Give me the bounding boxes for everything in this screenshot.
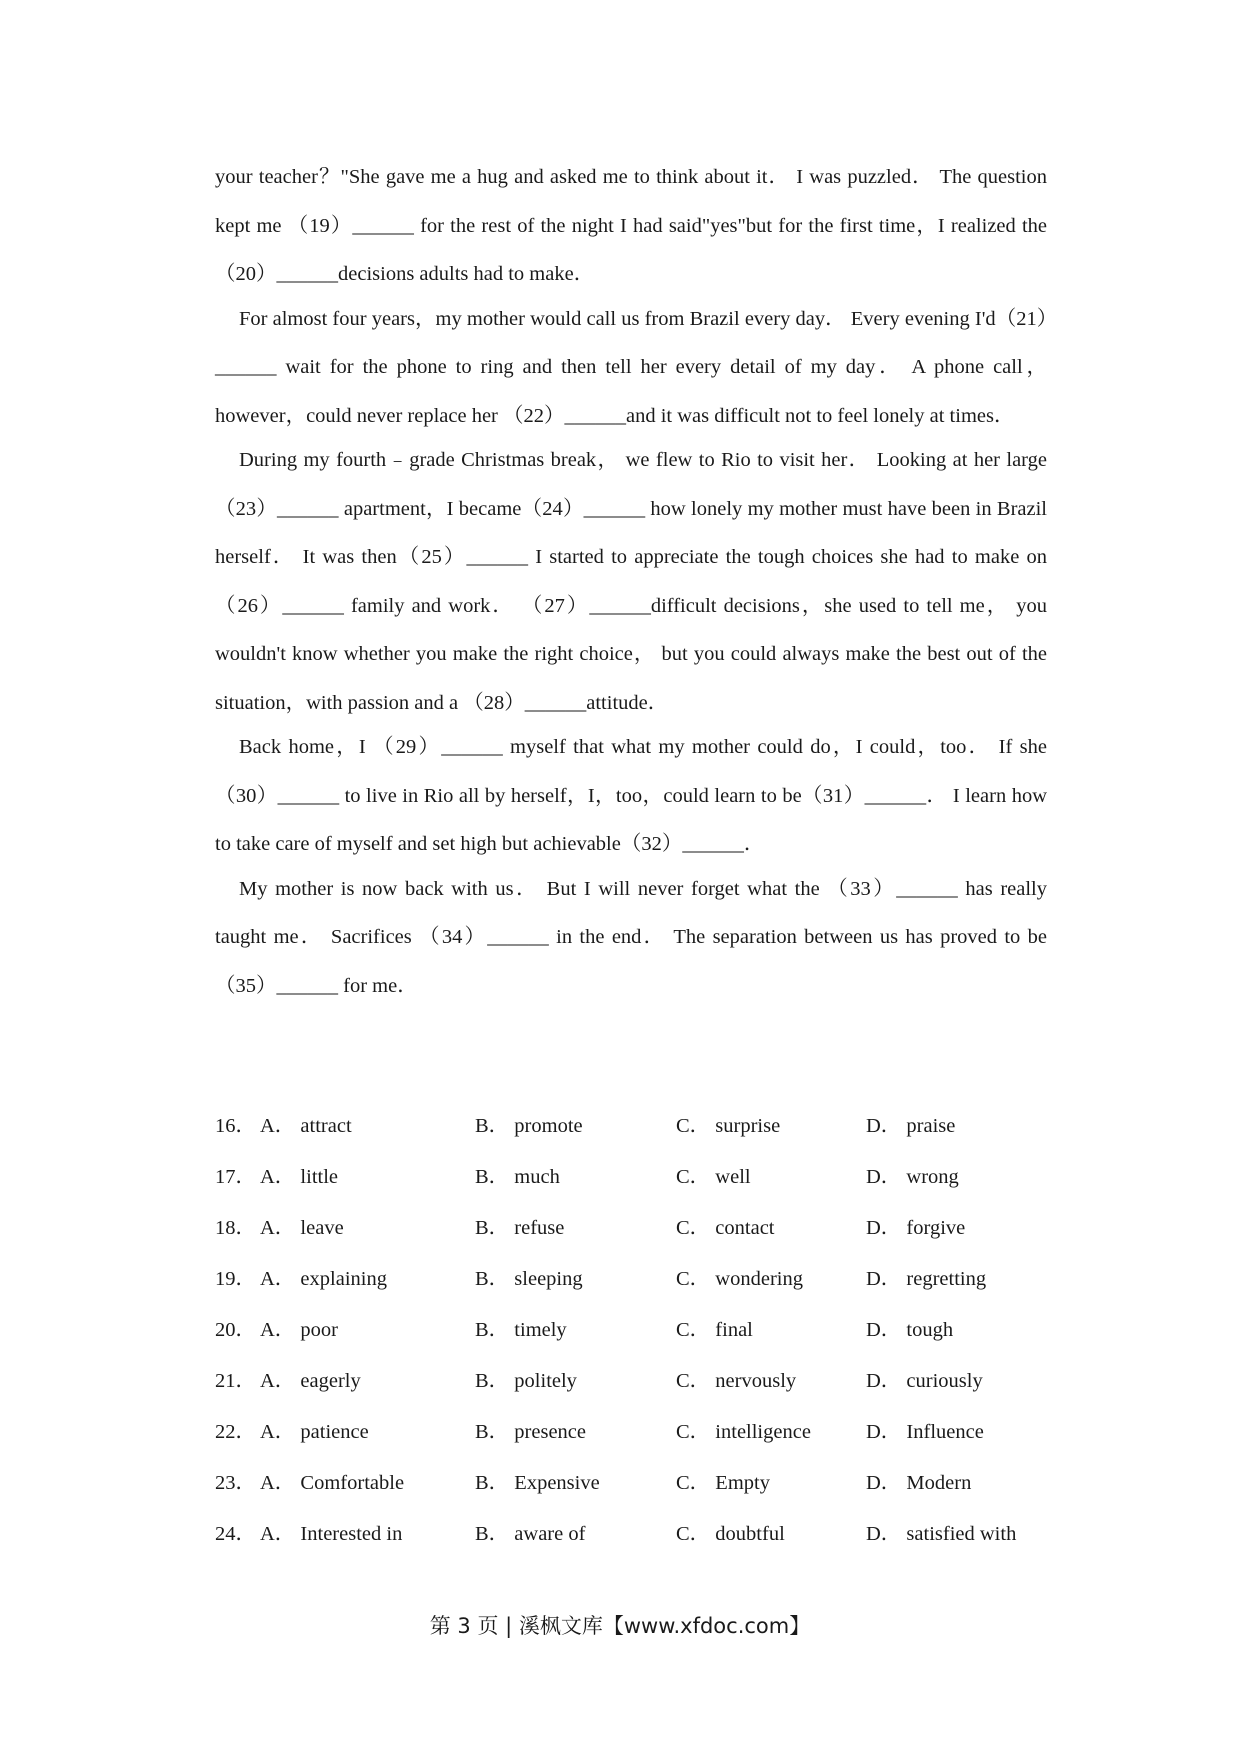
reading-passage bbox=[215, 153, 1047, 1010]
question-number: 16． bbox=[215, 1115, 256, 1137]
option-c: C． doubtful bbox=[676, 1523, 785, 1545]
question-number: 24． bbox=[215, 1523, 256, 1545]
option-d: D． wrong bbox=[866, 1166, 959, 1188]
option-c: C． wondering bbox=[676, 1268, 803, 1290]
option-b: B． promote bbox=[475, 1115, 583, 1137]
option-b: B． Expensive bbox=[475, 1472, 600, 1494]
option-d: D． praise bbox=[866, 1115, 956, 1137]
option-b: B． politely bbox=[475, 1370, 577, 1392]
option-a: A． Interested in bbox=[260, 1523, 403, 1545]
answer-options bbox=[215, 1101, 1047, 1560]
question-number: 19． bbox=[215, 1268, 256, 1290]
question-number: 20． bbox=[215, 1319, 256, 1341]
passage-paragraph: your teacher？"She gave me a hug and asked me to think about it． I was puzzled． The question kept me （19）______ for the rest of the night I had said"yes"but for the first time，I realized the（20）______decisions adults had to make． bbox=[215, 166, 1047, 285]
option-c: C． well bbox=[676, 1166, 751, 1188]
question-number: 23． bbox=[215, 1472, 256, 1494]
question-row bbox=[215, 1305, 1047, 1356]
question-row bbox=[215, 1254, 1047, 1305]
option-a: A． poor bbox=[260, 1319, 339, 1341]
question-row bbox=[215, 1407, 1047, 1458]
passage-paragraph: Back home，I （29）______ myself that what my mother could do，I could，too． If she（30）______ to live in Rio all by herself，I，too，could learn to be（31）______． I learn how to take care of myself and set high but achievable（32）______． bbox=[215, 736, 1047, 855]
question-row bbox=[215, 1458, 1047, 1509]
option-c: C． Empty bbox=[676, 1472, 770, 1494]
option-a: A． eagerly bbox=[260, 1370, 361, 1392]
option-b: B． much bbox=[475, 1166, 560, 1188]
option-c: C． surprise bbox=[676, 1115, 781, 1137]
option-c: C． final bbox=[676, 1319, 753, 1341]
option-c: C． contact bbox=[676, 1217, 775, 1239]
option-c: C． nervously bbox=[676, 1370, 797, 1392]
question-row bbox=[215, 1509, 1047, 1560]
question-number: 17． bbox=[215, 1166, 256, 1188]
option-b: B． refuse bbox=[475, 1217, 565, 1239]
option-d: D． Influence bbox=[866, 1421, 984, 1443]
option-a: A． little bbox=[260, 1166, 339, 1188]
passage-paragraph: For almost four years，my mother would call us from Brazil every day． Every evening I'd（21）______ wait for the phone to ring and then tell her every detail of my day． A phone call，however，could never replace her （22）______and it was difficult not to feel lonely at times． bbox=[215, 307, 1047, 427]
option-a: A． explaining bbox=[260, 1268, 387, 1290]
question-number: 18． bbox=[215, 1217, 256, 1239]
option-d: D． curiously bbox=[866, 1370, 983, 1392]
option-b: B． timely bbox=[475, 1319, 567, 1341]
option-b: B． sleeping bbox=[475, 1268, 583, 1290]
question-row bbox=[215, 1203, 1047, 1254]
question-row bbox=[215, 1356, 1047, 1407]
option-d: D． tough bbox=[866, 1319, 954, 1341]
option-d: D． Modern bbox=[866, 1472, 972, 1494]
question-number: 21． bbox=[215, 1370, 256, 1392]
option-d: D． regretting bbox=[866, 1268, 987, 1290]
option-b: B． presence bbox=[475, 1421, 586, 1443]
option-a: A． Comfortable bbox=[260, 1472, 405, 1494]
option-a: A． patience bbox=[260, 1421, 369, 1443]
question-row bbox=[215, 1101, 1047, 1152]
passage-paragraph: During my fourth﹣grade Christmas break， we flew to Rio to visit her． Looking at her large （23）______ apartment，I became（24）______ how lonely my mother must have been in Brazil herself． It was then（25）______ I started to appreciate the tough choices she had to make on （26）______ family and work． （27）______difficult decisions，she used to tell me， you wouldn't know whether you make the right choice， but you could always make the best out of the situation，with passion and a （28）______attitude． bbox=[215, 449, 1047, 714]
question-number: 22． bbox=[215, 1421, 256, 1443]
page-footer: 第 3 页 | 溪枫文库【www.xfdoc.com】 bbox=[429, 1614, 811, 1638]
question-row bbox=[215, 1152, 1047, 1203]
option-d: D． satisfied with bbox=[866, 1523, 1017, 1545]
option-d: D． forgive bbox=[866, 1217, 966, 1239]
option-c: C． intelligence bbox=[676, 1421, 811, 1443]
option-a: A． leave bbox=[260, 1217, 344, 1239]
passage-paragraph: My mother is now back with us． But I will never forget what the （33）______ has really taught me． Sacrifices （34）______ in the end． The separation between us has proved to be（35）______ for me． bbox=[215, 877, 1047, 997]
option-a: A． attract bbox=[260, 1115, 352, 1137]
option-b: B． aware of bbox=[475, 1523, 586, 1545]
